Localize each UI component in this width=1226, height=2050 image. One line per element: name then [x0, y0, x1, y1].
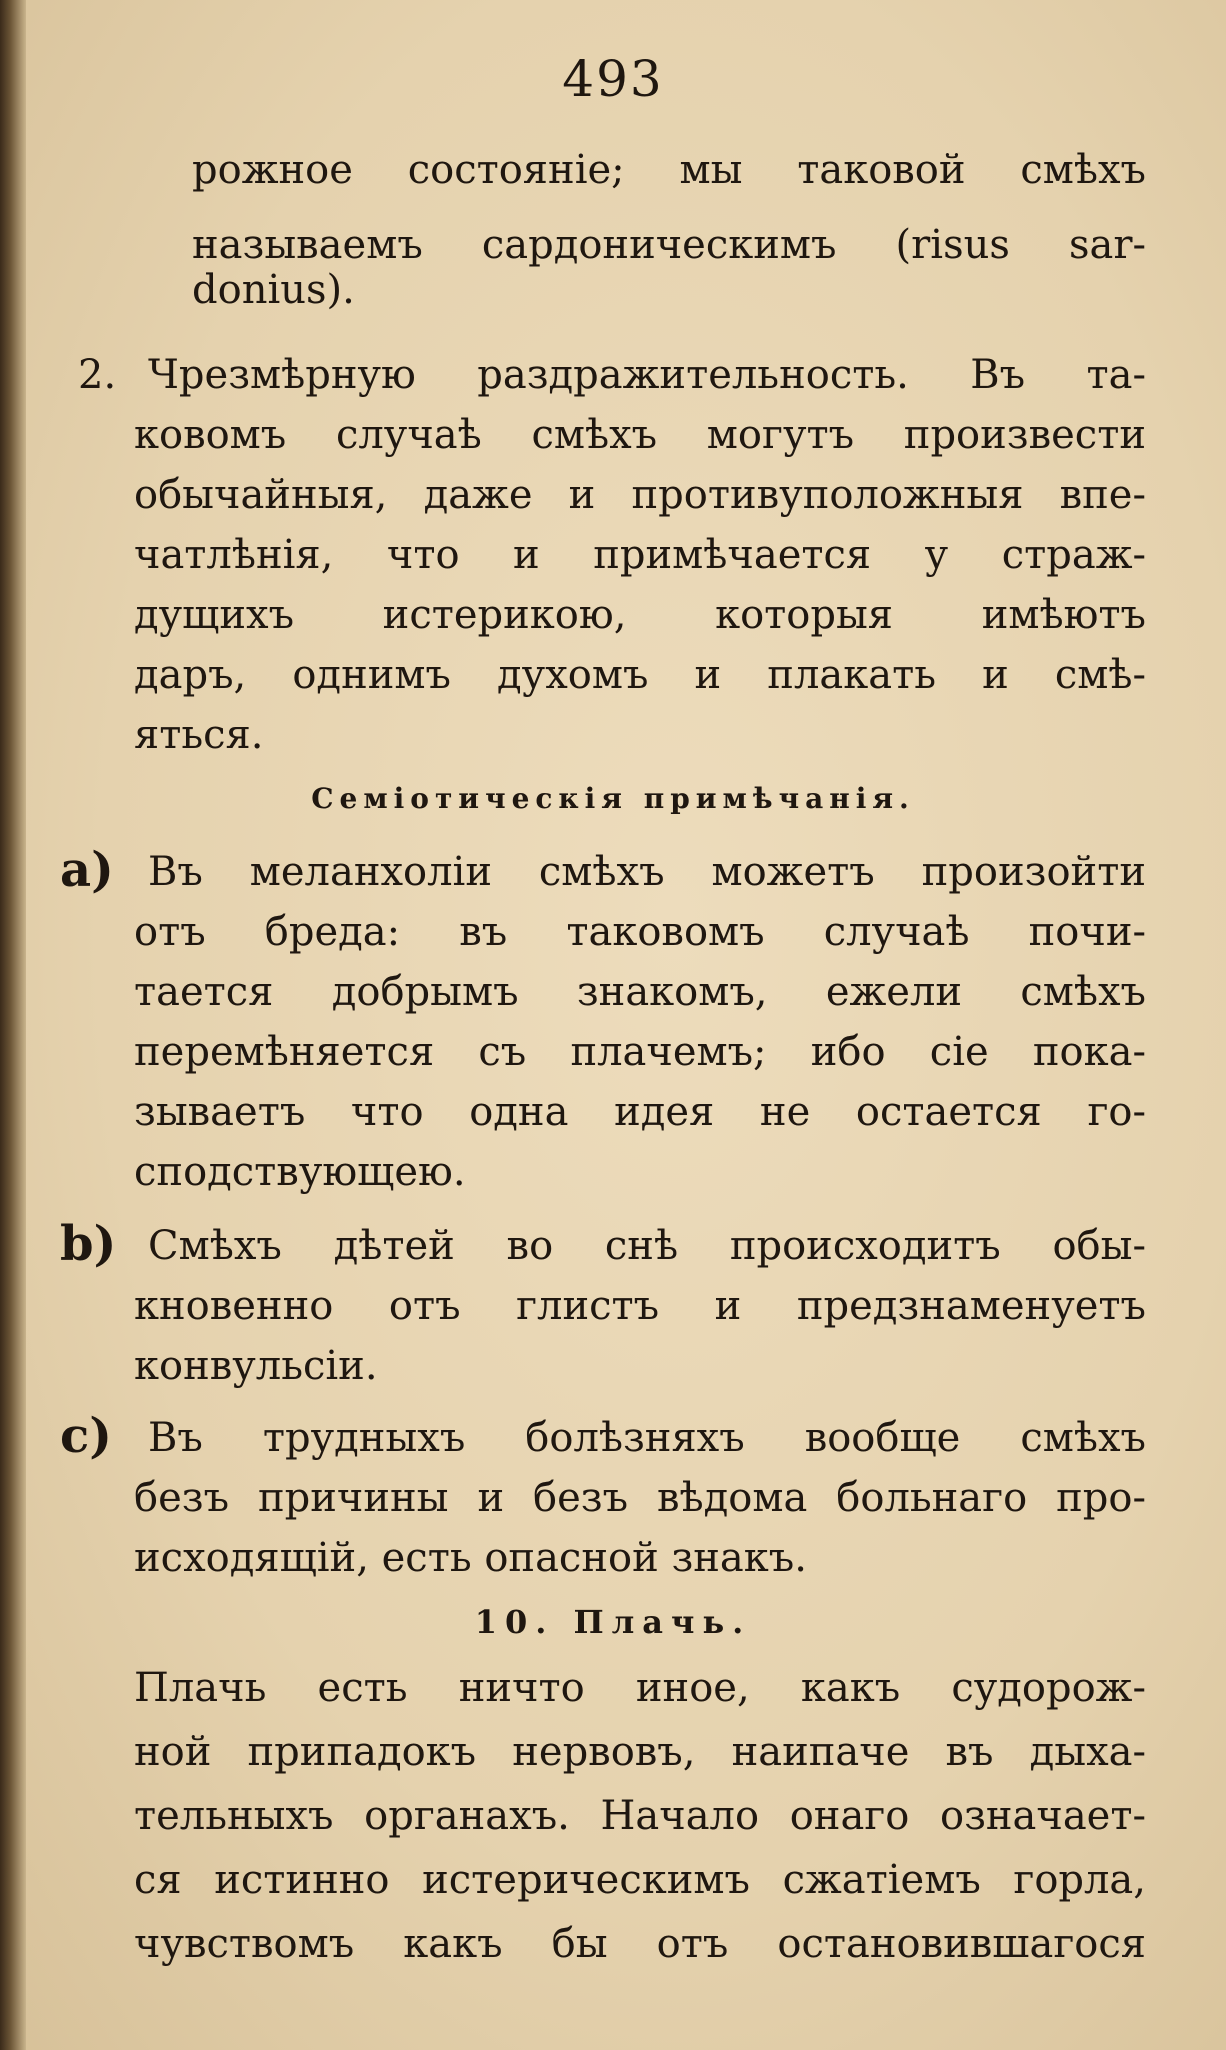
text-line: Въ меланхолiи смѣхъ можетъ произойти [148, 849, 1146, 895]
text-line: исходящiй, есть опасной знакъ. [134, 1535, 807, 1581]
text-line: зываетъ что одна идея не остается го- [134, 1089, 1146, 1135]
text-line: тельныхъ органахъ. Начало онаго означает- [134, 1793, 1146, 1839]
text-line: ковомъ случаѣ смѣхъ могутъ произвести [134, 412, 1146, 458]
text-line: donius). [192, 267, 355, 313]
book-spine [0, 0, 26, 2050]
text-line: кновенно отъ глистъ и предзнаменуетъ [134, 1283, 1146, 1329]
text-line: дущихъ истерикою, которыя имѣютъ [134, 592, 1146, 638]
text-line: Въ трудныхъ болѣзняхъ вообще смѣхъ [148, 1415, 1146, 1461]
text-line: Смѣхъ дѣтей во снѣ происходитъ обы- [148, 1223, 1146, 1269]
text-line: перемѣняется съ плачемъ; ибо сiе пока- [134, 1029, 1146, 1075]
page-number: 493 [562, 50, 664, 108]
list-number: 2. [78, 352, 117, 398]
text-line: сподствующею. [134, 1149, 466, 1195]
text-line: чатлѣнiя, что и примѣчается у страж- [134, 532, 1146, 578]
text-line: называемъ сардоническимъ (risus sar- [192, 222, 1146, 268]
text-line: Плачь есть ничто иное, какъ судорож- [134, 1665, 1146, 1711]
text-line: тается добрымъ знакомъ, ежели смѣхъ [134, 969, 1146, 1015]
note-marker-a: a) [60, 842, 114, 898]
text-line: рожное состоянiе; мы таковой смѣхъ [192, 147, 1146, 193]
text-line: даръ, однимъ духомъ и плакать и смѣ- [134, 652, 1146, 698]
text-line: ся истинно истерическимъ сжатiемъ горла, [134, 1857, 1146, 1903]
text-line: безъ причины и безъ вѣдома больнаго про- [134, 1475, 1146, 1521]
text-line: обычайныя, даже и противуположныя впе- [134, 472, 1146, 518]
note-marker-b: b) [60, 1216, 117, 1272]
section-title: 10. Плачь. [474, 1603, 752, 1641]
text-line: отъ бреда: въ таковомъ случаѣ почи- [134, 909, 1146, 955]
text-line: Чрезмѣрную раздражительность. Въ та- [148, 352, 1146, 398]
text-line: ной припадокъ нервовъ, наипаче въ дыха- [134, 1729, 1146, 1775]
text-line: яться. [134, 712, 264, 758]
text-line: конвульсiи. [134, 1343, 378, 1389]
section-heading: Семiотическiя примѣчанiя. [311, 782, 915, 815]
note-marker-c: c) [60, 1408, 112, 1464]
text-line: чувствомъ какъ бы отъ остановившагося [134, 1921, 1146, 1967]
